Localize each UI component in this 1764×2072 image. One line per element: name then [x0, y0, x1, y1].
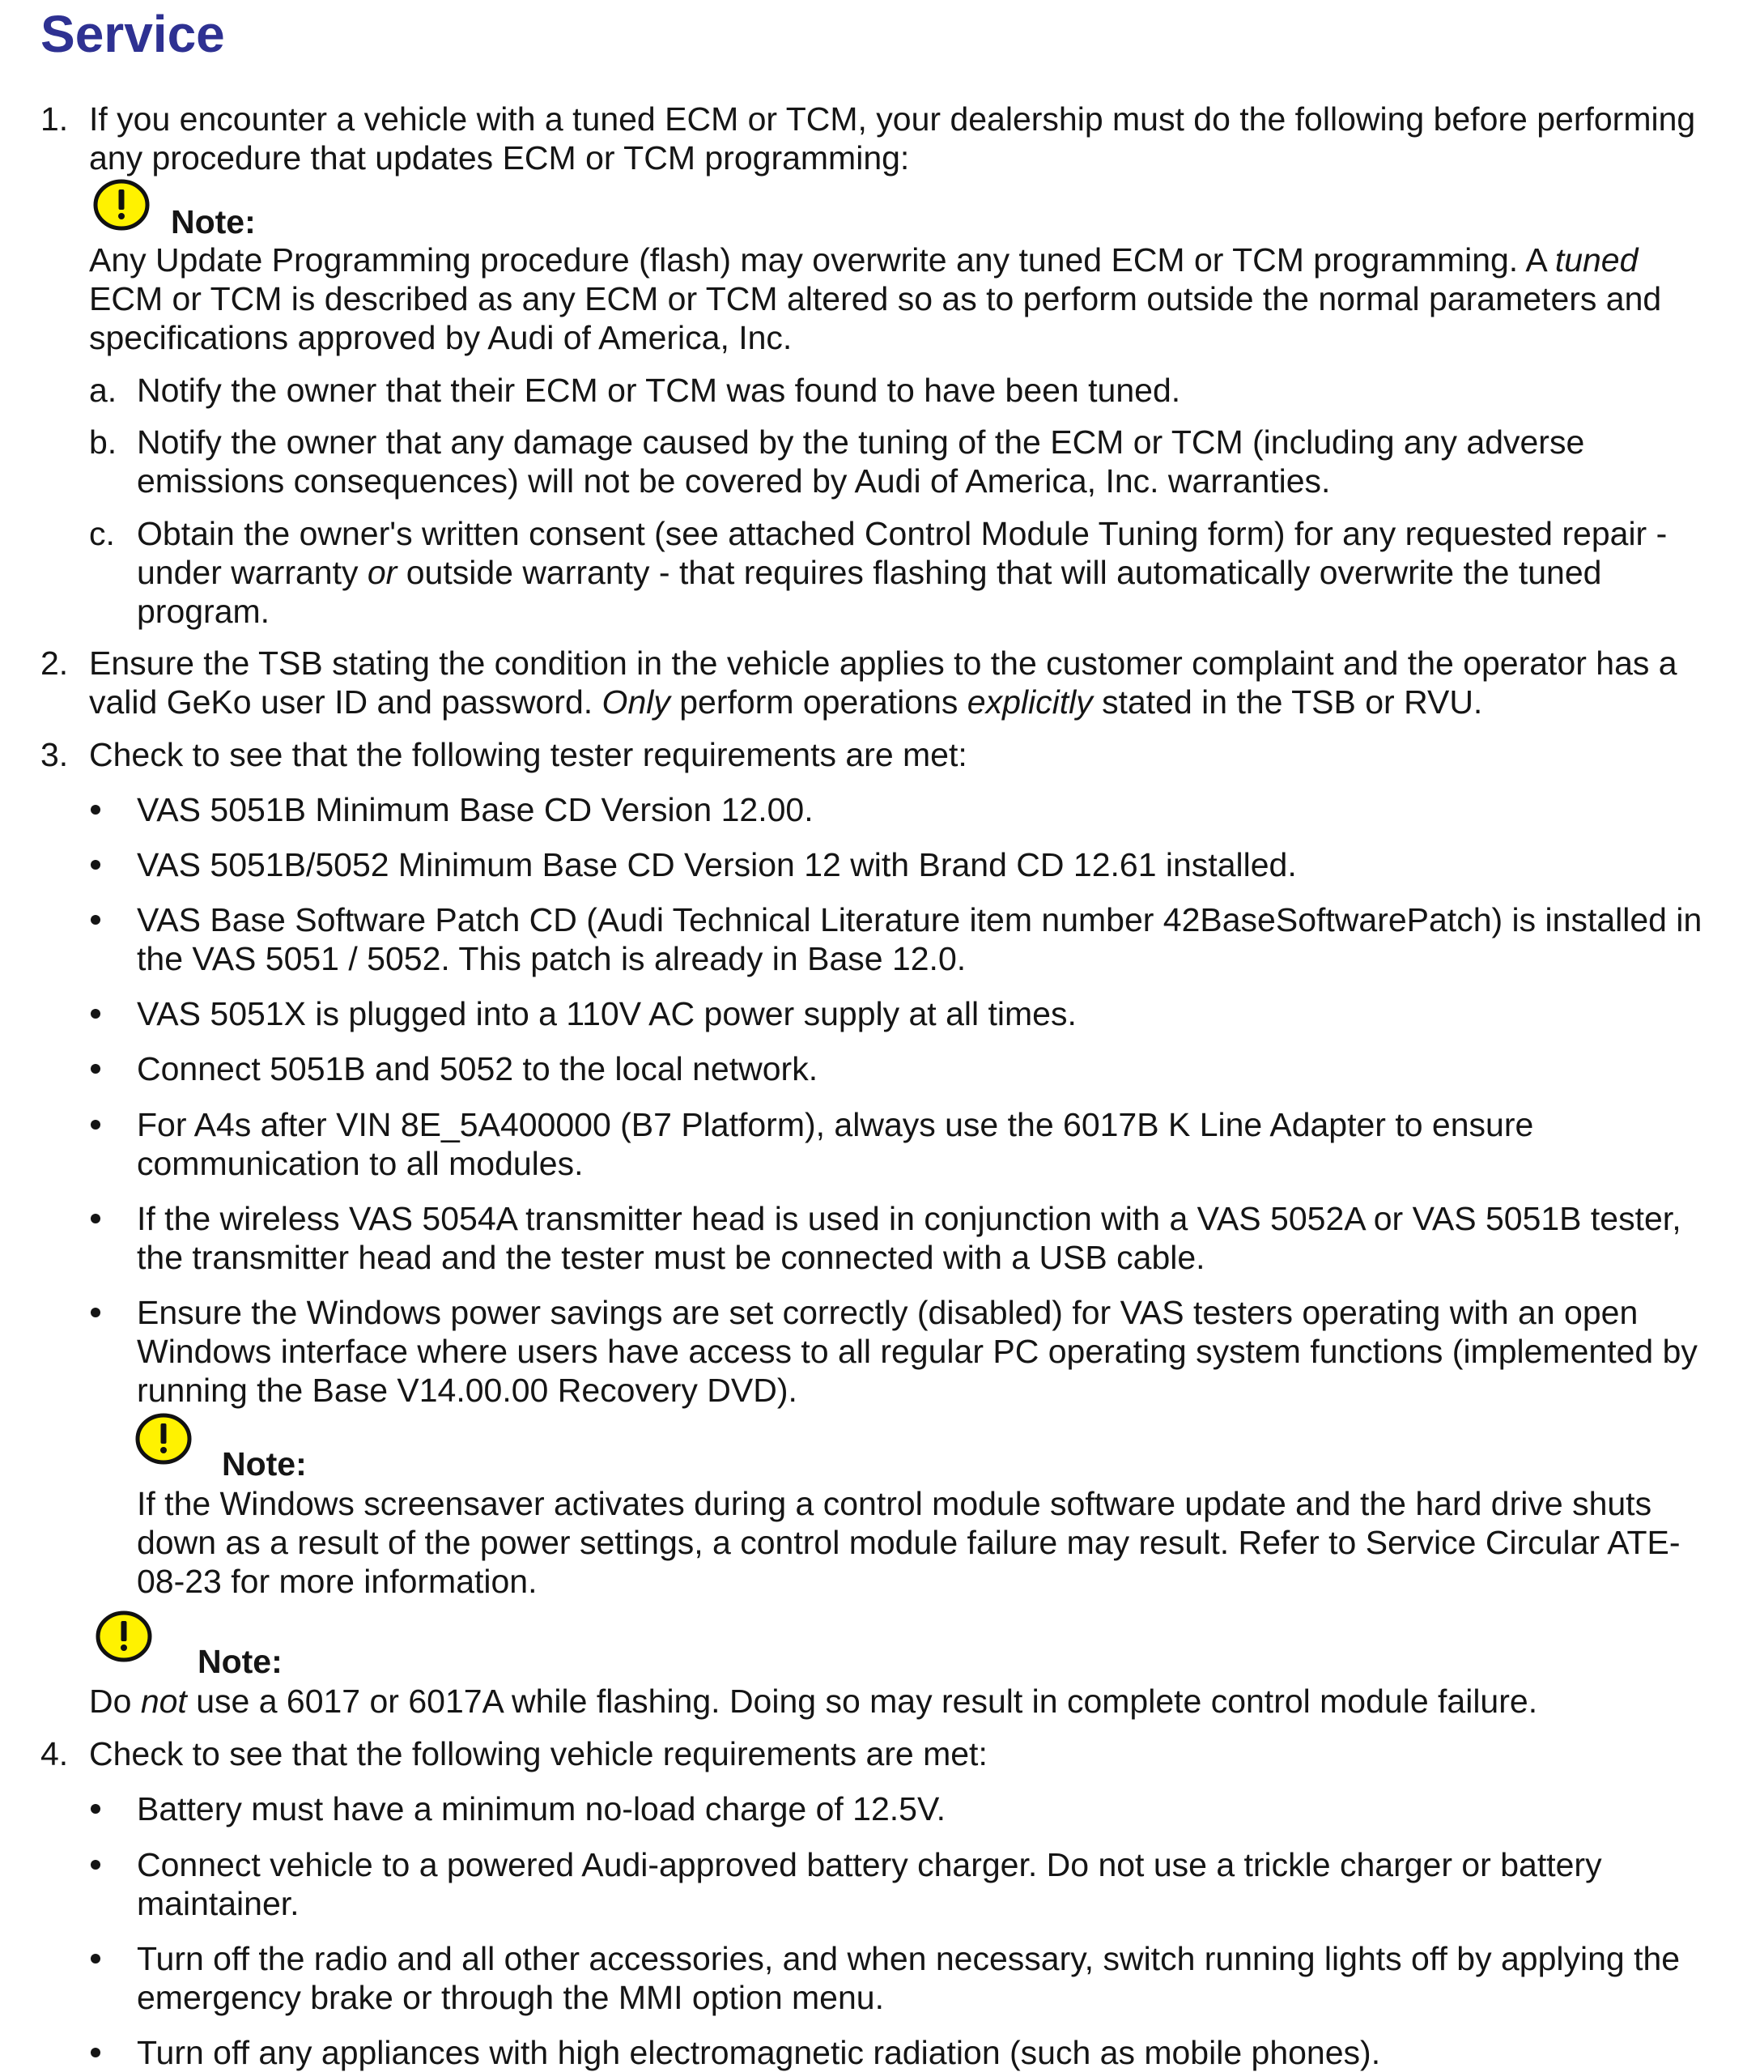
bullet-text-line: Ensure the Windows power savings are set correctly (disabled) for VAS testers operating with an open [137, 1294, 1639, 1331]
substep-text-line: Notify the owner that any damage caused by the tuning of the ECM or TCM (including any adverse [137, 423, 1585, 461]
step-number: 1. [40, 100, 69, 138]
step-2-line-2: valid GeKo user ID and password. Only perform operations explicitly stated in the TSB or RVU. [89, 683, 1483, 721]
page-title: Service [40, 5, 225, 63]
bullet-dot [91, 805, 100, 815]
bullet-dot [91, 1214, 100, 1223]
note-text-line: down as a result of the power settings, a control module failure may result. Refer to Service Circular ATE- [137, 1524, 1681, 1561]
note-label: Note: [171, 203, 256, 240]
note-label: Note: [222, 1445, 307, 1483]
substep-text-line: Notify the owner that their ECM or TCM was found to have been tuned. [137, 372, 1181, 409]
bullet-text-line: the VAS 5051 / 5052. This patch is already in Base 12.0. [137, 940, 967, 977]
bullet-text-line: Turn off any appliances with high electromagnetic radiation (such as mobile phones). [137, 2034, 1381, 2071]
bullet-text-line: Windows interface where users have access to all regular PC operating system functions (implemented by [137, 1333, 1698, 1370]
bullet-dot [91, 1954, 100, 1964]
bullet-text-line: For A4s after VIN 8E_5A400000 (B7 Platform), always use the 6017B K Line Adapter to ensure [137, 1106, 1534, 1143]
bullet-text-line: the transmitter head and the tester must be connected with a USB cable. [137, 1239, 1205, 1276]
note-text-line: Any Update Programming procedure (flash) may overwrite any tuned ECM or TCM programming. A tuned [89, 241, 1639, 279]
bullet-text-line: VAS Base Software Patch CD (Audi Technical Literature item number 42BaseSoftwarePatch) is installed in [137, 901, 1702, 938]
bullet-text-line: If the wireless VAS 5054A transmitter head is used in conjunction with a VAS 5052A or VAS 5051B tester, [137, 1200, 1681, 1237]
bullet-dot [91, 1009, 100, 1019]
bullet-text-line: running the Base V14.00.00 Recovery DVD). [137, 1372, 797, 1409]
exclamation-circle-icon [135, 1412, 192, 1466]
note-text-line: If the Windows screensaver activates during a control module software update and the hard drive shuts [137, 1485, 1652, 1522]
bullet-text-line: communication to all modules. [137, 1145, 584, 1182]
step-1-line-1: If you encounter a vehicle with a tuned ECM or TCM, your dealership must do the following before performing [89, 100, 1696, 138]
bullet-text-line: Battery must have a minimum no-load charge of 12.5V. [137, 1790, 946, 1827]
substep-letter: a. [89, 372, 117, 409]
bullet-dot [91, 2048, 100, 2057]
bullet-text-line: Turn off the radio and all other accessories, and when necessary, switch running lights off by applying the [137, 1940, 1681, 1977]
note-text-line: Do not use a 6017 or 6017A while flashing. Doing so may result in complete control module failure. [89, 1683, 1538, 1720]
bullet-text-line: VAS 5051B Minimum Base CD Version 12.00. [137, 791, 814, 828]
note-text-line: ECM or TCM is described as any ECM or TCM altered so as to perform outside the normal parameters and [89, 280, 1662, 317]
note-text-line: 08-23 for more information. [137, 1563, 538, 1600]
step-2-line-1: Ensure the TSB stating the condition in the vehicle applies to the customer complaint and the operator has a [89, 645, 1677, 682]
substep-letter: b. [89, 423, 117, 461]
bullet-dot [91, 1804, 100, 1814]
bullet-text-line: Connect vehicle to a powered Audi-approved battery charger. Do not use a trickle charger or battery [137, 1846, 1602, 1883]
step-number: 4. [40, 1735, 69, 1772]
bullet-text-line: emergency brake or through the MMI option menu. [137, 1979, 884, 2016]
bullet-dot [91, 915, 100, 925]
step-4-line-1: Check to see that the following vehicle requirements are met: [89, 1735, 988, 1772]
note-text-line: specifications approved by Audi of America, Inc. [89, 319, 793, 356]
substep-text-line: under warranty or outside warranty - that requires flashing that will automatically overwrite the tuned [137, 554, 1602, 591]
bullet-text-line: Connect 5051B and 5052 to the local network. [137, 1050, 818, 1087]
substep-text-line: emissions consequences) will not be covered by Audi of America, Inc. warranties. [137, 462, 1331, 500]
bullet-dot [91, 1120, 100, 1130]
substep-letter: c. [89, 515, 115, 552]
bullet-text-line: VAS 5051B/5052 Minimum Base CD Version 12 with Brand CD 12.61 installed. [137, 846, 1297, 883]
step-1-line-2: any procedure that updates ECM or TCM programming: [89, 139, 910, 177]
exclamation-circle-icon [93, 178, 150, 232]
step-3-line-1: Check to see that the following tester requirements are met: [89, 736, 967, 773]
step-number: 2. [40, 645, 69, 682]
bullet-dot [91, 1064, 100, 1074]
bullet-dot [91, 1860, 100, 1870]
bullet-text-line: VAS 5051X is plugged into a 110V AC power supply at all times. [137, 995, 1077, 1032]
bullet-dot [91, 1308, 100, 1317]
step-number: 3. [40, 736, 69, 773]
note-label: Note: [198, 1643, 283, 1680]
substep-text-line: Obtain the owner's written consent (see attached Control Module Tuning form) for any requested repair - [137, 515, 1668, 552]
exclamation-circle-icon [96, 1610, 152, 1663]
bullet-text-line: maintainer. [137, 1885, 300, 1922]
bullet-dot [91, 860, 100, 870]
substep-text-line: program. [137, 593, 270, 630]
